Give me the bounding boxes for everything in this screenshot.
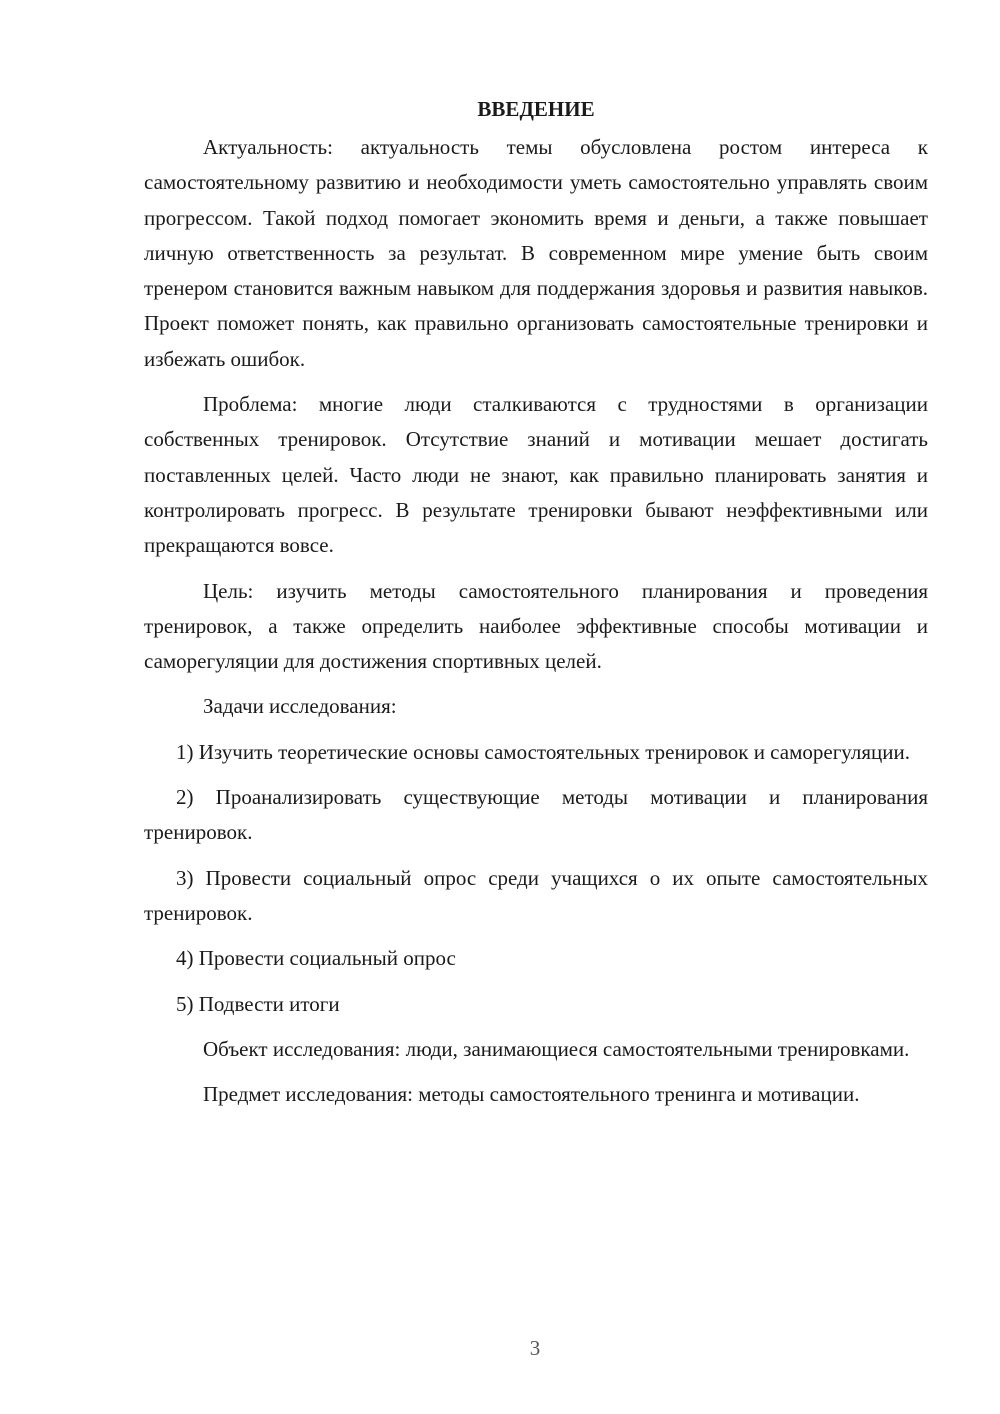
document-page xyxy=(144,92,928,1122)
tasks-list xyxy=(144,735,928,1022)
task-item-4: 4) Провести социальный опрос xyxy=(176,946,456,971)
page-number: 3 xyxy=(529,1336,541,1360)
task-item-5: 5) Подвести итоги xyxy=(176,991,340,1016)
problem-paragraph: Проблема: многие люди сталкиваются с трудностями в организации собственных тренировок. Отсутствие знаний и мотивации мешает достигать поставленных целей. Часто люди не знают, как правильно планировать занятия и контролировать прогресс. В результате тренировки бывают неэффективными или прекращаются вовсе. xyxy=(144,392,928,558)
goal-paragraph: Цель: изучить методы самостоятельного планирования и проведения тренировок, а также определить наиболее эффективные способы мотивации и саморегуляции для достижения спортивных целей. xyxy=(144,578,928,674)
task-item-3: 3) Провести социальный опрос среди учащихся о их опыте самостоятельных тренировок. xyxy=(144,865,928,925)
page-title: ВВЕДЕНИЕ xyxy=(477,97,595,121)
subject-paragraph: Предмет исследования: методы самостоятельного тренинга и мотивации. xyxy=(203,1082,860,1107)
tasks-heading: Задачи исследования: xyxy=(203,694,397,719)
relevance-paragraph: Актуальность: актуальность темы обусловлена ростом интереса к самостоятельному развитию и необходимости уметь самостоятельно управлять своим прогрессом. Такой подход помогает экономить время и деньги, а также повышает личную ответственность за результат. В современном мире умение быть своим тренером становится важным навыком для поддержания здоровья и развития навыков. Проект поможет понять, как правильно организовать самостоятельные тренировки и избежать ошибок. xyxy=(144,135,928,371)
object-paragraph: Объект исследования: люди, занимающиеся самостоятельными тренировками. xyxy=(203,1036,910,1061)
task-item-2: 2) Проанализировать существующие методы мотивации и планирования тренировок. xyxy=(144,785,928,845)
task-item-1: 1) Изучить теоретические основы самостоятельных тренировок и саморегуляции. xyxy=(176,739,910,764)
